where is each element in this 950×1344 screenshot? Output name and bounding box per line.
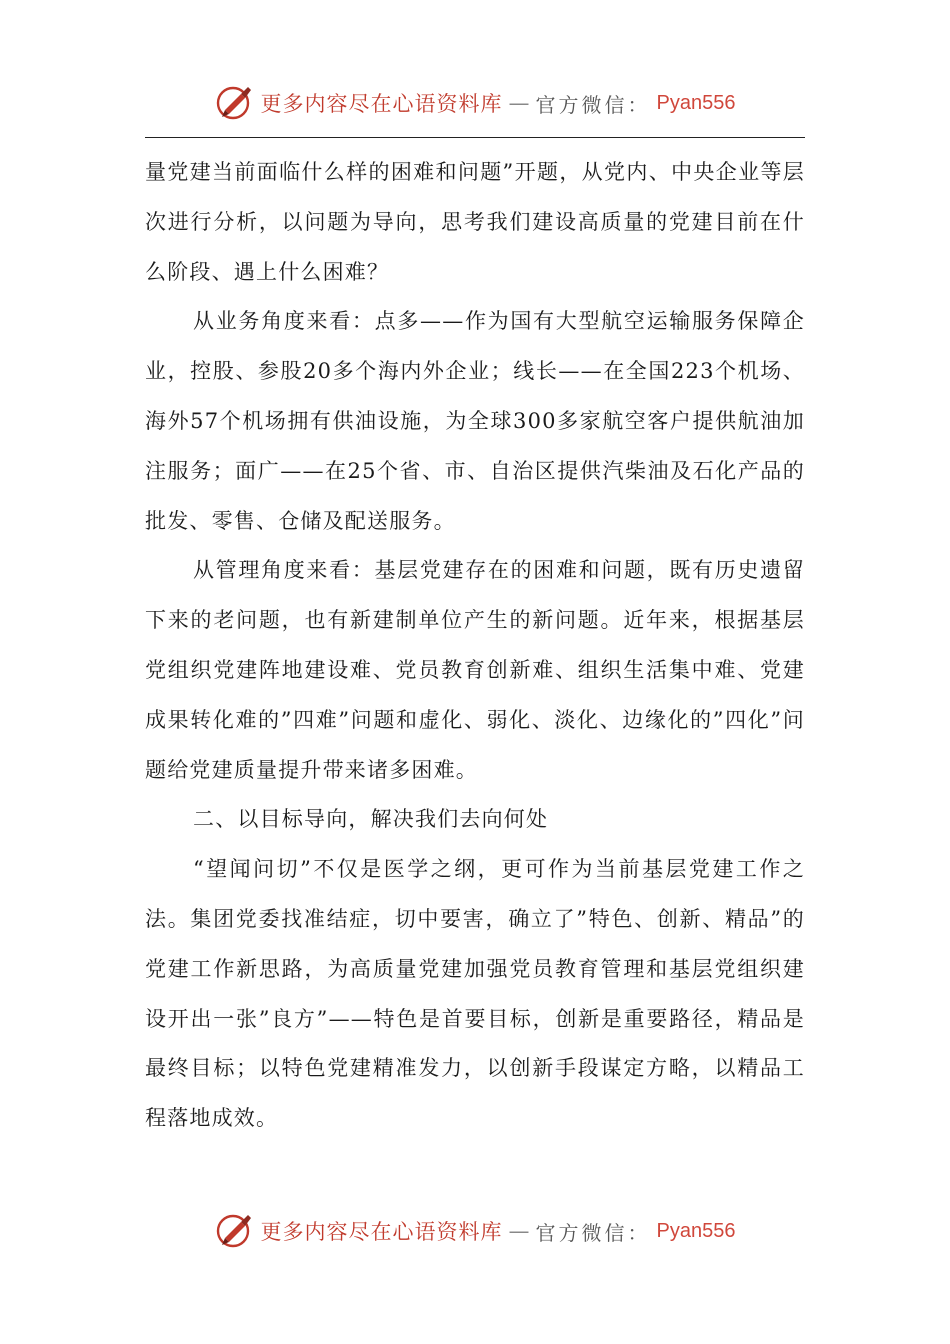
header-wechat-id: Pyan556 <box>656 91 736 114</box>
footer-promo-text: 更多内容尽在心语资料库 <box>260 1220 503 1244</box>
footer-wechat-label: 官方微信： <box>535 1220 651 1245</box>
pen-logo-icon <box>215 1211 255 1251</box>
header-divider <box>145 137 805 138</box>
footer-wechat-id: Pyan556 <box>656 1219 736 1242</box>
header-banner-content <box>215 83 736 123</box>
header-promo-text: 更多内容尽在心语资料库 <box>260 92 503 116</box>
header-dash: — <box>508 91 530 115</box>
footer-banner-content <box>215 1211 736 1251</box>
header-banner <box>0 80 950 126</box>
paragraph-2: 从业务角度来看：点多——作为国有大型航空运输服务保障企业，控股、参股20多个海内外企业；线长——在全国223个机场、海外57个机场拥有供油设施，为全球300多家航空客户提供航油加注服务；面广——在25个省、市、自治区提供汽柴油及石化产品的批发、零售、仓储及配送服务。 <box>145 309 805 533</box>
footer-banner <box>0 1208 950 1254</box>
section-heading: 二、以目标导向，解决我们去向何处 <box>193 807 549 832</box>
pen-logo-icon <box>215 83 255 123</box>
footer-dash: — <box>508 1219 530 1243</box>
paragraph-1: 量党建当前面临什么样的困难和问题”开题，从党内、中央企业等层次进行分析，以问题为导向，思考我们建设高质量的党建目前在什么阶段、遇上什么困难？ <box>145 160 805 284</box>
paragraph-3: 从管理角度来看：基层党建存在的困难和问题，既有历史遗留下来的老问题，也有新建制单位产生的新问题。近年来，根据基层党组织党建阵地建设难、党员教育创新难、组织生活集中难、党建成果转化难的”四难”问题和虚化、弱化、淡化、边缘化的”四化”问题给党建质量提升带来诸多困难。 <box>145 558 805 782</box>
header-wechat-label: 官方微信： <box>535 92 651 117</box>
paragraph-4: “望闻问切”不仅是医学之纲，更可作为当前基层党建工作之法。集团党委找准结症，切中要害，确立了”特色、创新、精品”的党建工作新思路，为高质量党建加强党员教育管理和基层党组织建设开出一张”良方”——特色是首要目标，创新是重要路径，精品是最终目标；以特色党建精准发力，以创新手段谋定方略，以精品工程落地成效。 <box>145 857 805 1131</box>
document-body <box>145 148 805 1144</box>
